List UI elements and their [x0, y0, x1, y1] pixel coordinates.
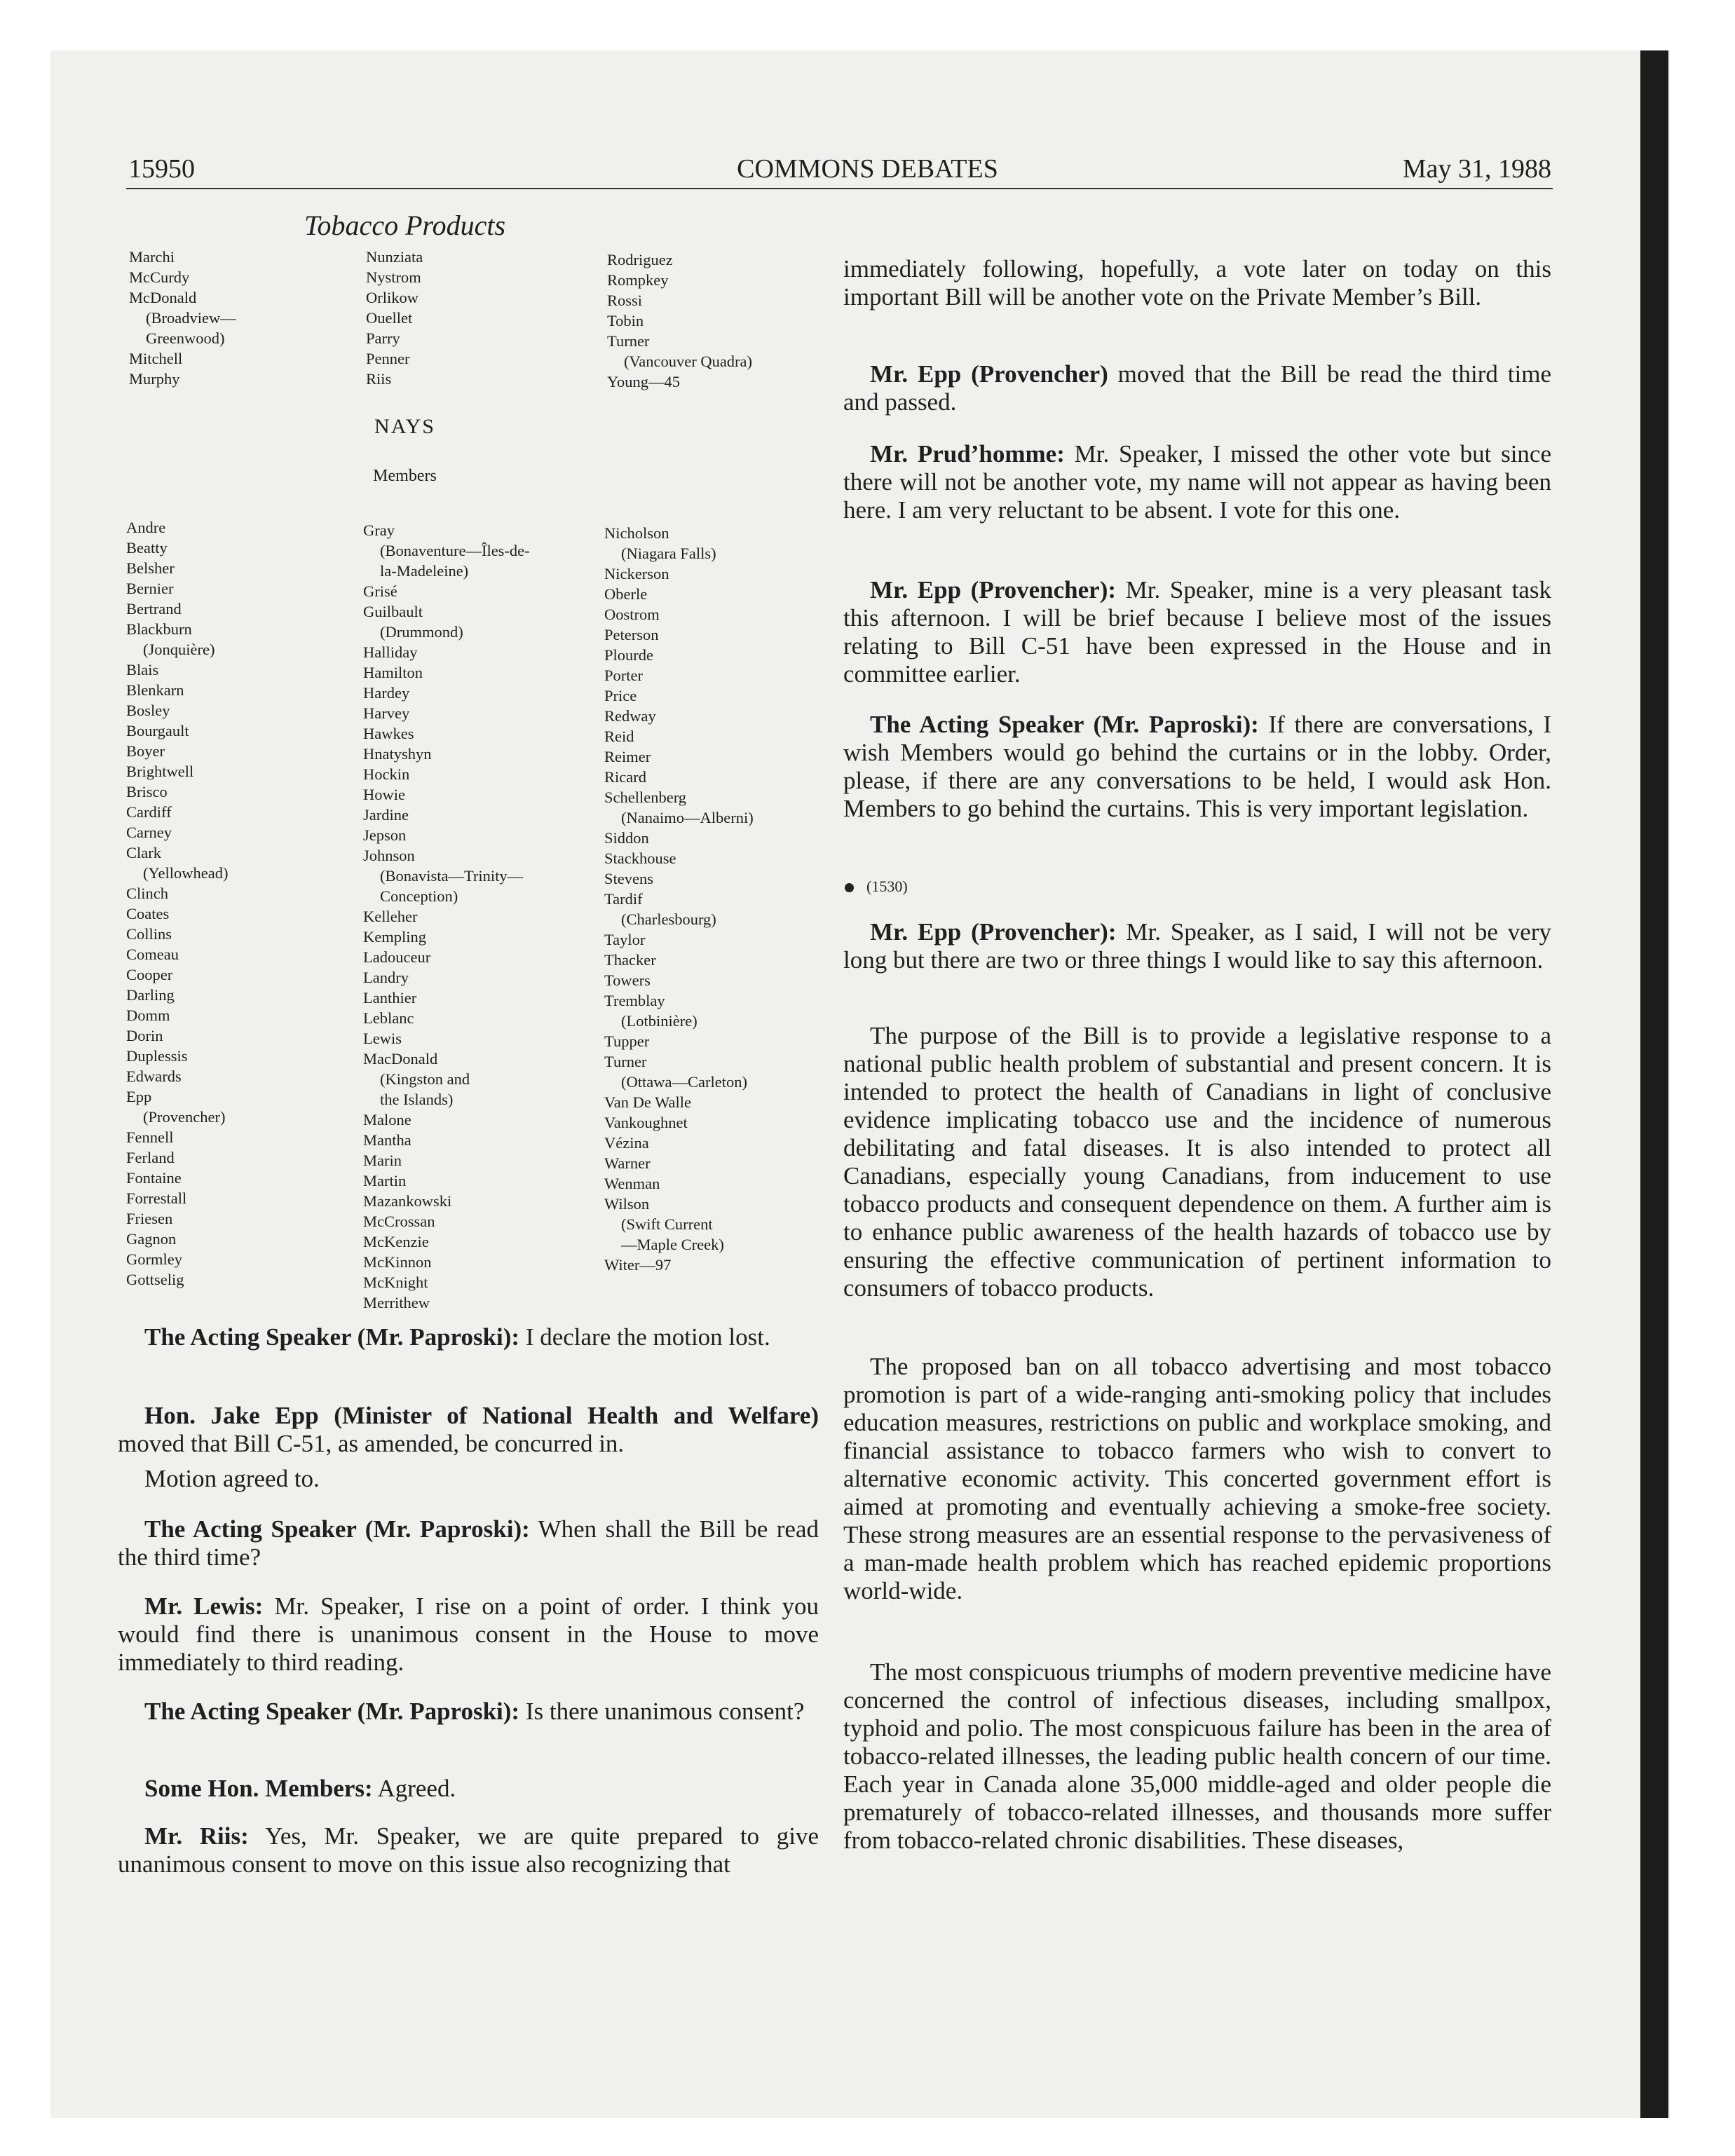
member-name: McKinnon: [363, 1253, 432, 1271]
member-name: Gormley: [126, 1250, 182, 1268]
member-name: Nunziata: [366, 248, 423, 266]
nays-heading: NAYS: [374, 415, 435, 438]
member-name: McKenzie: [363, 1233, 429, 1250]
member-name: Nickerson: [604, 565, 669, 582]
member-name: Mitchell: [129, 350, 183, 367]
member-name: Carney: [126, 824, 172, 841]
member-name: Witer—97: [604, 1256, 672, 1274]
member-name: Halliday: [363, 643, 418, 661]
member-name: Friesen: [126, 1210, 173, 1227]
member-name: Oberle: [604, 585, 648, 603]
member-riding: the Islands): [380, 1091, 454, 1108]
member-name: Beatty: [126, 539, 168, 557]
speaker-name: Hon. Jake Epp (Minister of National Health and Welfare): [144, 1402, 819, 1429]
member-riding: (Jonquière): [143, 641, 215, 658]
debate-paragraph: [843, 711, 1551, 823]
header-rule: [126, 188, 1553, 189]
member-name: Bernier: [126, 580, 174, 597]
member-name: Wenman: [604, 1175, 660, 1192]
member-name: Siddon: [604, 829, 649, 847]
member-name: Mantha: [363, 1131, 411, 1149]
speaker-name: Mr. Epp (Provencher):: [870, 576, 1117, 603]
member-name: Redway: [604, 707, 656, 725]
member-name: Clinch: [126, 885, 168, 902]
speech-text: If there are conversations, I wish Members would go behind the curtains or in the lobby. Order, please, if there are any conversations to be held, I would ask Hon. Members to go behind the curtains. This is very important legislation.: [843, 711, 1551, 822]
member-name: Domm: [126, 1007, 170, 1024]
speaker-name: The Acting Speaker (Mr. Paproski):: [870, 711, 1259, 738]
member-name: Kempling: [363, 928, 426, 946]
member-name: Plourde: [604, 646, 653, 664]
member-name: Reid: [604, 728, 634, 745]
journal-title: COMMONS DEBATES: [737, 154, 998, 184]
member-name: Merrithew: [363, 1294, 430, 1311]
member-riding: Conception): [380, 887, 458, 905]
members-heading: Members: [373, 467, 437, 485]
debate-paragraph: [118, 1402, 819, 1458]
member-name: Boyer: [126, 742, 165, 760]
speech-text: Motion agreed to.: [144, 1465, 320, 1492]
debate-paragraph: [843, 255, 1551, 311]
member-name: Blackburn: [126, 620, 192, 638]
speech-text: Mr. Speaker, mine is a very pleasant task this afternoon. I will be brief because I believe most of the issues relating to Bill C-51 have been expressed in the House and in committee earlier.: [843, 576, 1552, 688]
debate-paragraph: [843, 360, 1551, 416]
member-name: Collins: [126, 925, 172, 943]
member-name: Cardiff: [126, 803, 172, 821]
speech-text: Is there unanimous consent?: [519, 1698, 805, 1725]
member-name: Grisé: [363, 582, 397, 600]
scan-edge-bar: [1640, 50, 1668, 2118]
member-riding: (Niagara Falls): [621, 545, 716, 562]
member-name: McDonald: [129, 289, 197, 306]
member-name: Stevens: [604, 870, 653, 887]
member-name: Harvey: [363, 704, 410, 722]
member-name: Towers: [604, 971, 651, 989]
member-name: Rossi: [607, 292, 643, 309]
speaker-name: Mr. Prud’homme:: [870, 440, 1065, 468]
member-name: Malone: [363, 1111, 411, 1128]
debate-paragraph: [843, 918, 1551, 974]
member-name: Turner: [607, 332, 650, 350]
member-name: Hamilton: [363, 664, 423, 681]
page-number: 15950: [128, 154, 195, 184]
member-riding: (Lotbinière): [621, 1012, 698, 1030]
nays-column-3: [604, 523, 754, 1275]
member-name: Hockin: [363, 765, 410, 783]
member-riding: Greenwood): [146, 329, 225, 347]
debate-paragraph: [118, 1515, 819, 1571]
member-name: Gray: [363, 521, 395, 539]
member-name: Guilbault: [363, 603, 423, 620]
speaker-name: Mr. Lewis:: [144, 1592, 264, 1620]
member-name: Murphy: [129, 370, 180, 388]
member-name: Brightwell: [126, 763, 194, 780]
section-subtitle: Tobacco Products: [304, 210, 506, 241]
debate-paragraph: [118, 1698, 819, 1726]
member-riding: —Maple Creek): [621, 1236, 724, 1253]
speech-text: The purpose of the Bill is to provide a legislative response to a national public health problem of substantial and present concern. It is intended to protect the health of Canadians in light of conclusive evidence implicating tobacco use and the incidence of numerous debilitating and fatal diseases. It is also intended to protect all Canadians, especially young Canadians, from inducement to use tobacco products and consequent dependence on them. A further aim is to enhance public awareness of the health hazards of tobacco use by ensuring the effective communication of pertinent information to consumers of tobacco products.: [843, 1022, 1551, 1302]
debate-paragraph: [118, 1822, 819, 1878]
speech-text: moved that Bill C-51, as amended, be concurred in.: [118, 1430, 625, 1457]
member-name: Gottselig: [126, 1271, 184, 1288]
member-name: Ferland: [126, 1149, 175, 1166]
debate-paragraph: [843, 1658, 1551, 1855]
member-name: Kelleher: [363, 908, 418, 925]
member-name: Dorin: [126, 1027, 163, 1044]
member-name: Blais: [126, 661, 159, 678]
member-riding: (Swift Current: [621, 1215, 713, 1233]
member-riding: (Drummond): [380, 623, 463, 641]
speaker-name: The Acting Speaker (Mr. Paproski):: [144, 1323, 520, 1351]
member-name: Cooper: [126, 966, 173, 983]
member-name: Ouellet: [366, 309, 413, 327]
speech-text: When shall the Bill be read the third time?: [118, 1515, 819, 1571]
page-date: May 31, 1988: [1402, 154, 1551, 184]
member-riding: (Provencher): [143, 1108, 226, 1126]
member-riding: (Kingston and: [380, 1070, 470, 1088]
member-name: MacDonald: [363, 1050, 438, 1067]
member-riding: (Bonaventure—Îles-de-: [380, 542, 530, 559]
member-name: Mazankowski: [363, 1192, 452, 1210]
speaker-name: Mr. Epp (Provencher): [870, 360, 1108, 388]
nays-column-1: [126, 517, 228, 1290]
member-name: Peterson: [604, 626, 659, 643]
member-name: Jepson: [363, 826, 407, 844]
member-name: Jardine: [363, 806, 409, 824]
member-name: Young—45: [607, 373, 680, 390]
yeas-column-1: [129, 247, 236, 389]
member-name: Ladouceur: [363, 948, 431, 966]
member-name: Wilson: [604, 1195, 650, 1213]
member-name: Thacker: [604, 951, 656, 969]
speaker-name: Mr. Epp (Provencher):: [870, 918, 1117, 946]
bullet-dot: [845, 883, 854, 892]
member-name: Bosley: [126, 702, 170, 719]
member-name: Epp: [126, 1088, 152, 1105]
member-riding: (Charlesbourg): [621, 910, 716, 928]
member-name: Van De Walle: [604, 1093, 691, 1111]
member-name: Lanthier: [363, 989, 417, 1007]
member-riding: (Yellowhead): [143, 864, 229, 882]
debate-paragraph: [118, 1465, 819, 1493]
member-name: Orlikow: [366, 289, 419, 306]
debate-paragraph: [843, 440, 1551, 524]
member-name: Martin: [363, 1172, 407, 1189]
debate-paragraph: [118, 1775, 819, 1803]
speech-text: Agreed.: [372, 1775, 456, 1802]
speech-text: moved that the Bill be read the third time and passed.: [843, 360, 1551, 416]
member-name: Blenkarn: [126, 681, 184, 699]
member-name: Taylor: [604, 931, 646, 948]
speech-text: Mr. Speaker, I missed the other vote but since there will not be another vote, my name will not appear as having been here. I am very reluctant to be absent. I vote for this one.: [843, 440, 1551, 524]
member-name: Marchi: [129, 248, 175, 266]
member-name: Comeau: [126, 946, 179, 963]
member-riding: (Ottawa—Carleton): [621, 1073, 747, 1091]
yeas-column-3: [607, 250, 752, 392]
member-name: Vankoughnet: [604, 1114, 688, 1131]
member-name: Brisco: [126, 783, 168, 800]
member-name: Porter: [604, 667, 643, 684]
debate-paragraph: [118, 1323, 819, 1351]
speech-text: Mr. Speaker, as I said, I will not be very long but there are two or three things I would like to say this afternoon.: [843, 918, 1551, 974]
speech-text: Yes, Mr. Speaker, we are quite prepared to give unanimous consent to move on this issue also recognizing that: [118, 1822, 819, 1878]
member-name: Tupper: [604, 1032, 650, 1050]
member-riding: (Nanaimo—Alberni): [621, 809, 754, 826]
speech-text: Mr. Speaker, I rise on a point of order. I think you would find there is unanimous consent in the House to move immediately to third reading.: [118, 1592, 819, 1676]
speaker-name: Mr. Riis:: [144, 1822, 249, 1850]
time-marker: [845, 876, 908, 897]
member-name: Johnson: [363, 847, 415, 864]
member-name: Oostrom: [604, 606, 660, 623]
member-name: Landry: [363, 969, 409, 986]
debate-paragraph: [843, 576, 1551, 688]
member-name: Forrestall: [126, 1189, 187, 1207]
member-name: Bourgault: [126, 722, 189, 739]
yeas-column-2: [366, 247, 423, 389]
time-marker-text: (1530): [866, 878, 908, 895]
member-name: Riis: [366, 370, 392, 388]
member-name: Clark: [126, 844, 161, 861]
member-name: Tardif: [604, 890, 643, 908]
member-name: Belsher: [126, 559, 175, 577]
speech-text: I declare the motion lost.: [519, 1323, 770, 1351]
member-name: McKnight: [363, 1274, 428, 1291]
member-name: Duplessis: [126, 1047, 188, 1065]
member-name: Schellenberg: [604, 789, 687, 806]
member-riding: la-Madeleine): [380, 562, 469, 580]
member-name: Fontaine: [126, 1169, 182, 1187]
member-name: Andre: [126, 519, 166, 536]
speaker-name: The Acting Speaker (Mr. Paproski):: [144, 1698, 520, 1725]
member-name: Rompkey: [607, 271, 669, 289]
member-name: Leblanc: [363, 1009, 414, 1027]
member-name: Edwards: [126, 1067, 182, 1085]
member-name: Warner: [604, 1154, 651, 1172]
speaker-name: Some Hon. Members:: [144, 1775, 373, 1802]
member-name: Penner: [366, 350, 410, 367]
member-name: Hawkes: [363, 725, 414, 742]
member-name: Hnatyshyn: [363, 745, 432, 763]
member-name: Stackhouse: [604, 850, 676, 867]
member-riding: (Bonavista—Trinity—: [380, 867, 524, 885]
member-name: Ricard: [604, 768, 646, 786]
member-name: Price: [604, 687, 637, 704]
member-name: Nystrom: [366, 268, 421, 286]
member-name: Reimer: [604, 748, 651, 765]
member-name: Rodriguez: [607, 251, 673, 268]
member-riding: (Vancouver Quadra): [624, 353, 753, 370]
speech-text: The proposed ban on all tobacco advertising and most tobacco promotion is part of a wide-ranging anti-smoking policy that includes education measures, restrictions on public and workplace smoking, and financial assistance to tobacco farmers who wish to convert to alternative economic activity. This concerted government effort is aimed at promoting and eventually achieving a smoke-free society. These strong measures are an essential response to the pervasiveness of a man-made health problem which has reached epidemic proportions world-wide.: [843, 1353, 1551, 1604]
speech-text: The most conspicuous triumphs of modern preventive medicine have concerned the control of infectious diseases, including smallpox, typhoid and polio. The most conspicuous failure has been in the area of tobacco-related illnesses, the leading public health concern of our time. Each year in Canada alone 35,000 middle-aged and older people die prematurely of tobacco-related illnesses, and thousands more suffer from tobacco-related chronic disabilities. These diseases,: [843, 1658, 1551, 1854]
debate-paragraph: [843, 1022, 1551, 1302]
member-name: Hardey: [363, 684, 410, 702]
member-name: Tobin: [607, 312, 644, 329]
speaker-name: The Acting Speaker (Mr. Paproski):: [144, 1515, 530, 1543]
member-name: Gagnon: [126, 1230, 177, 1248]
member-name: McCrossan: [363, 1213, 435, 1230]
member-name: Turner: [604, 1053, 647, 1070]
member-name: Marin: [363, 1152, 402, 1169]
speech-text: immediately following, hopefully, a vote later on today on this important Bill will be another vote on the Private Member’s Bill.: [843, 255, 1551, 311]
member-name: McCurdy: [129, 268, 190, 286]
member-name: Lewis: [363, 1030, 402, 1047]
debate-paragraph: [118, 1592, 819, 1677]
debate-paragraph: [843, 1353, 1551, 1605]
member-name: Vézina: [604, 1134, 649, 1152]
member-name: Bertrand: [126, 600, 182, 618]
member-name: Tremblay: [604, 992, 665, 1009]
member-name: Howie: [363, 786, 405, 803]
member-name: Darling: [126, 986, 175, 1004]
member-name: Parry: [366, 329, 400, 347]
member-riding: (Broadview—: [146, 309, 236, 327]
member-name: Coates: [126, 905, 170, 922]
member-name: Nicholson: [604, 524, 669, 542]
nays-column-2: [363, 520, 530, 1313]
member-name: Fennell: [126, 1128, 174, 1146]
